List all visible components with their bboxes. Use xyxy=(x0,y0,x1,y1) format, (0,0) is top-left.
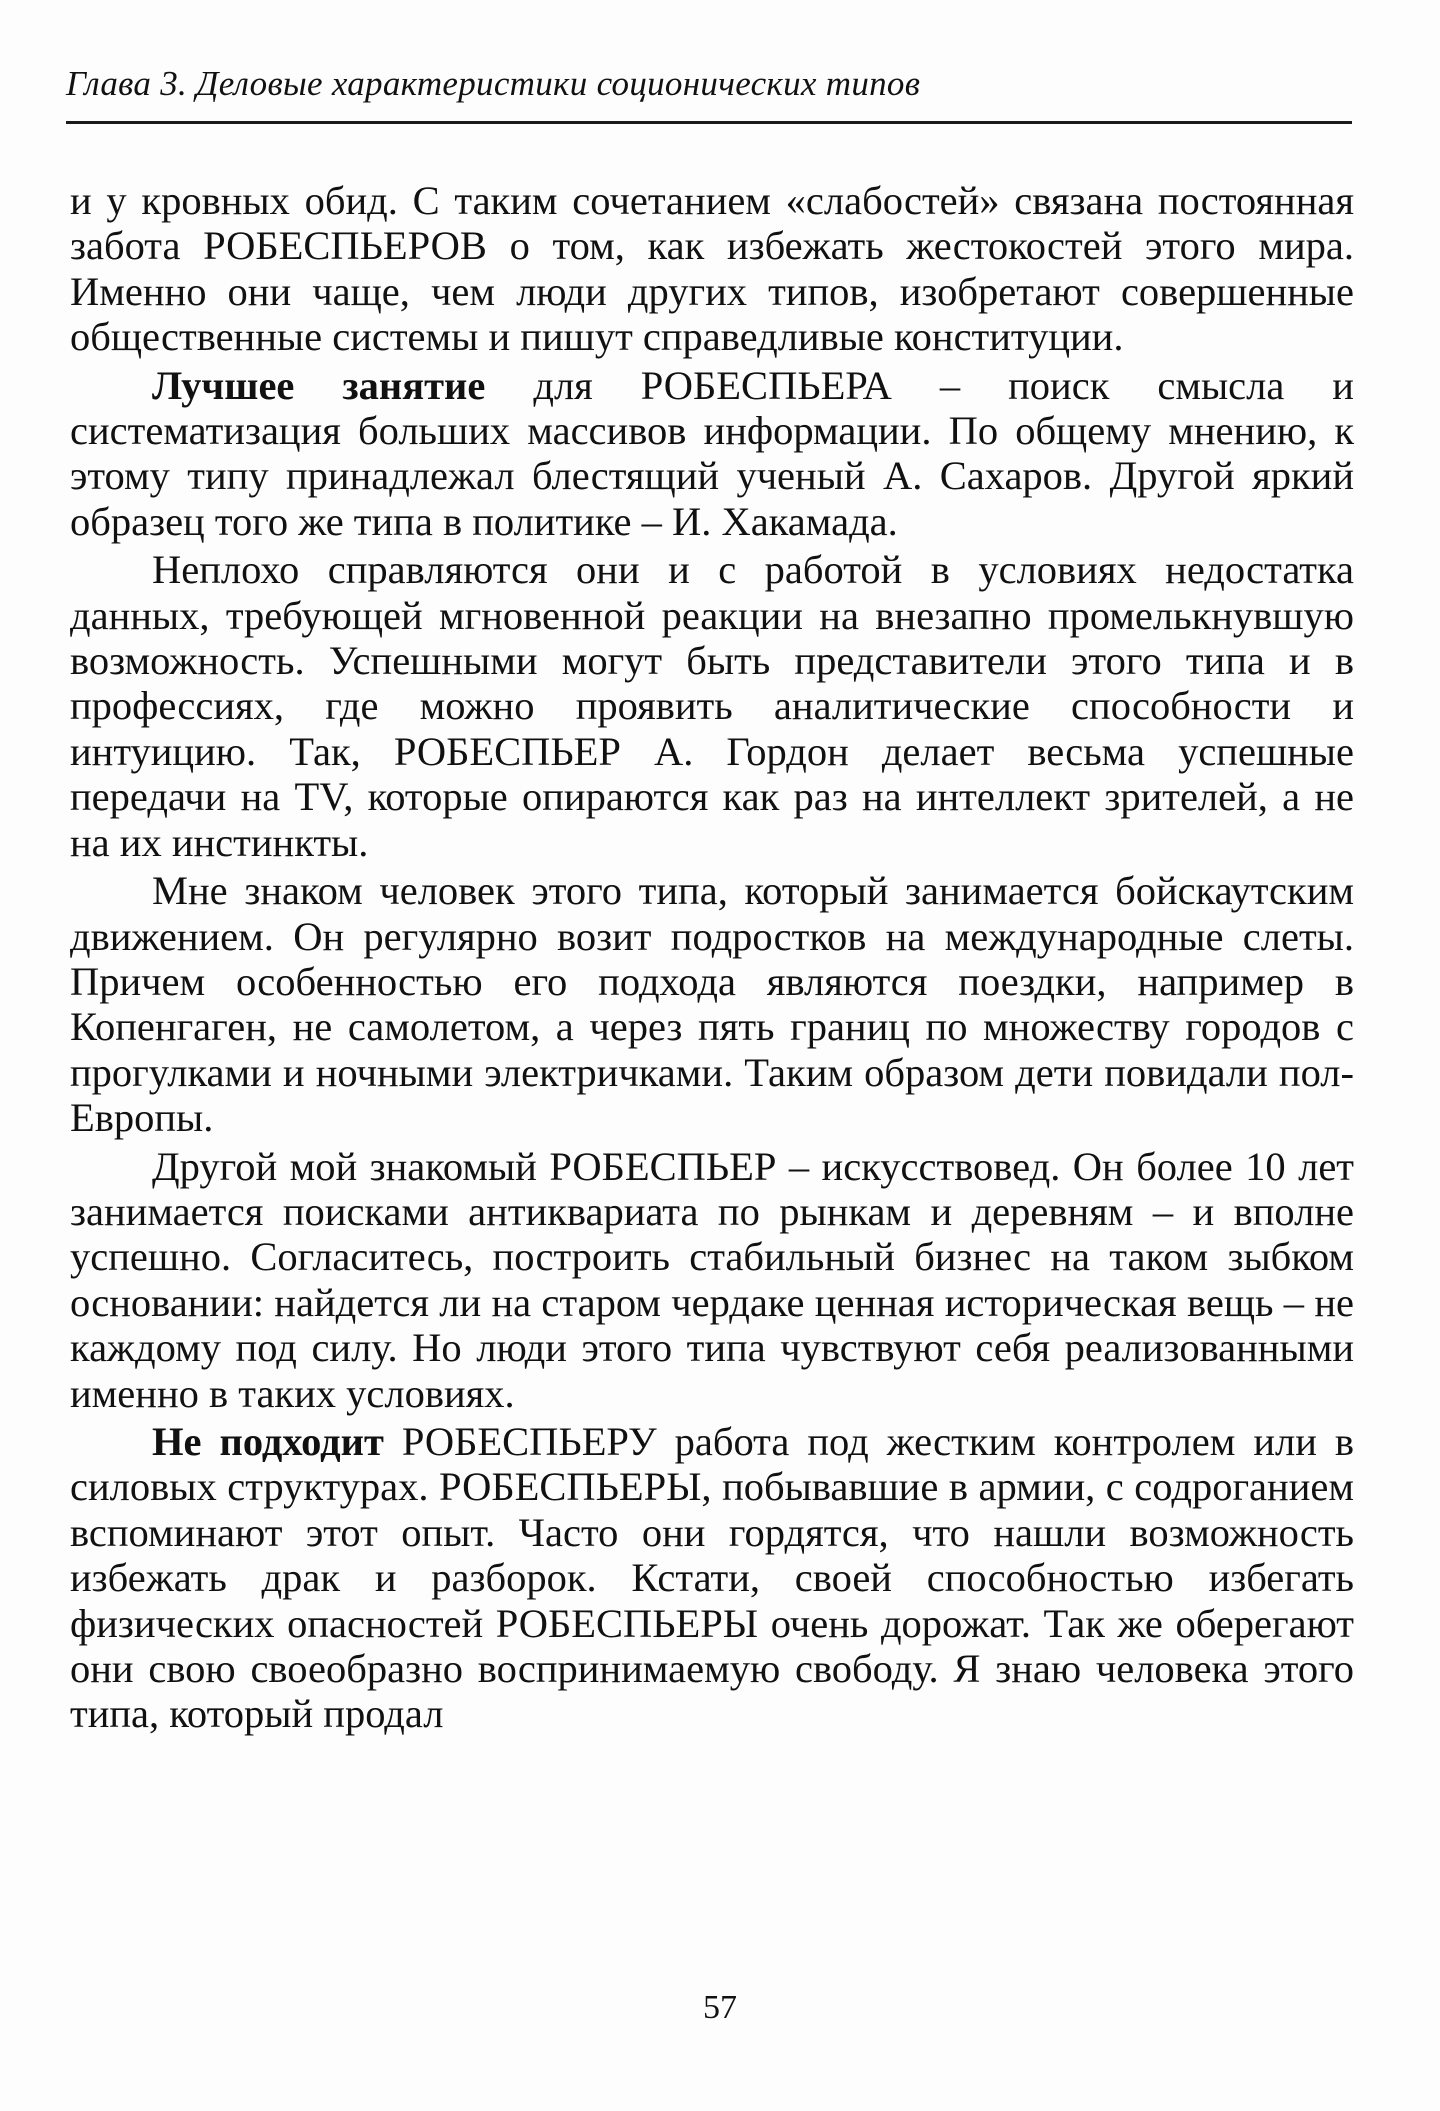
bold-lead-in: Не подходит xyxy=(152,1418,384,1464)
paragraph-text: Другой мой знакомый РОБЕСПЬЕР – искусствовед. Он более 10 лет занимается поисками антиквариата по рынкам и деревням – и вполне успешно. Согласитесь, построить стабильный бизнес на таком зыбком основании: найдется ли на старом чердаке ценная историческая вещь – не каждому под силу. Но люди этого типа чувствуют себя реализованными именно в таких условиях. xyxy=(70,1143,1354,1416)
running-header: Глава 3. Деловые характеристики соционических типов xyxy=(66,64,921,103)
paragraph-text: для РОБЕСПЬЕРА – поиск смысла и систематизация больших массивов информации. По общему мнению, к этому типу принадлежал блестящий ученый А. Сахаров. Другой яркий образец того же типа в политике – И. Хакамада. xyxy=(70,362,1354,544)
paragraph-best-occupation xyxy=(70,363,1354,545)
paragraph-boyscout xyxy=(70,868,1354,1140)
paragraph-text: и у кровных обид. С таким сочетанием «слабостей» связана постоянная забота РОБЕСПЬЕРОВ о том, как избежать жестокостей этого мира. Именно они чаще, чем люди других типов, изобретают совершенные общественные системы и пишут справедливые конституции. xyxy=(70,178,1354,360)
paragraph-art-historian xyxy=(70,1144,1354,1416)
paragraph-continuation xyxy=(70,178,1354,360)
header-rule xyxy=(66,121,1352,124)
paragraph-not-suitable xyxy=(70,1419,1354,1737)
page-number: 57 xyxy=(703,1989,737,2026)
paragraph-text: Мне знаком человек этого типа, который занимается бойскаутским движением. Он регулярно возит подростков на международные слеты. Причем особенностью его подхода являются поездки, например в Копенгаген, не самолетом, а через пять границ по множеству городов с прогулками и ночными электричками. Таким образом дети повидали пол-Европы. xyxy=(70,868,1354,1141)
paragraph-text: Неплохо справляются они и с работой в условиях недостатка данных, требующей мгновенной реакции на внезапно промелькнувшую возможность. Успешными могут быть представители этого типа и в профессиях, где можно проявить аналитические способности и интуицию. Так, РОБЕСПЬЕР А. Гордон делает весьма успешные передачи на TV, которые опираются как раз на интеллект зрителей, а не на их инстинкты. xyxy=(70,547,1354,865)
paragraph-data-shortage xyxy=(70,547,1354,865)
body-text xyxy=(70,178,1354,1740)
paragraph-text: РОБЕСПЬЕРУ работа под жестким контролем или в силовых структурах. РОБЕСПЬЕРЫ, побывавшие в армии, с содроганием вспоминают этот опыт. Часто они гордятся, что нашли возможность избежать драк и разборок. Кстати, своей способностью избегать физических опасностей РОБЕСПЬЕРЫ очень дорожат. Так же оберегают они свою своеобразно воспринимаемую свободу. Я знаю человека этого типа, который продал xyxy=(70,1418,1355,1737)
bold-lead-in: Лучшее занятие xyxy=(152,362,486,408)
